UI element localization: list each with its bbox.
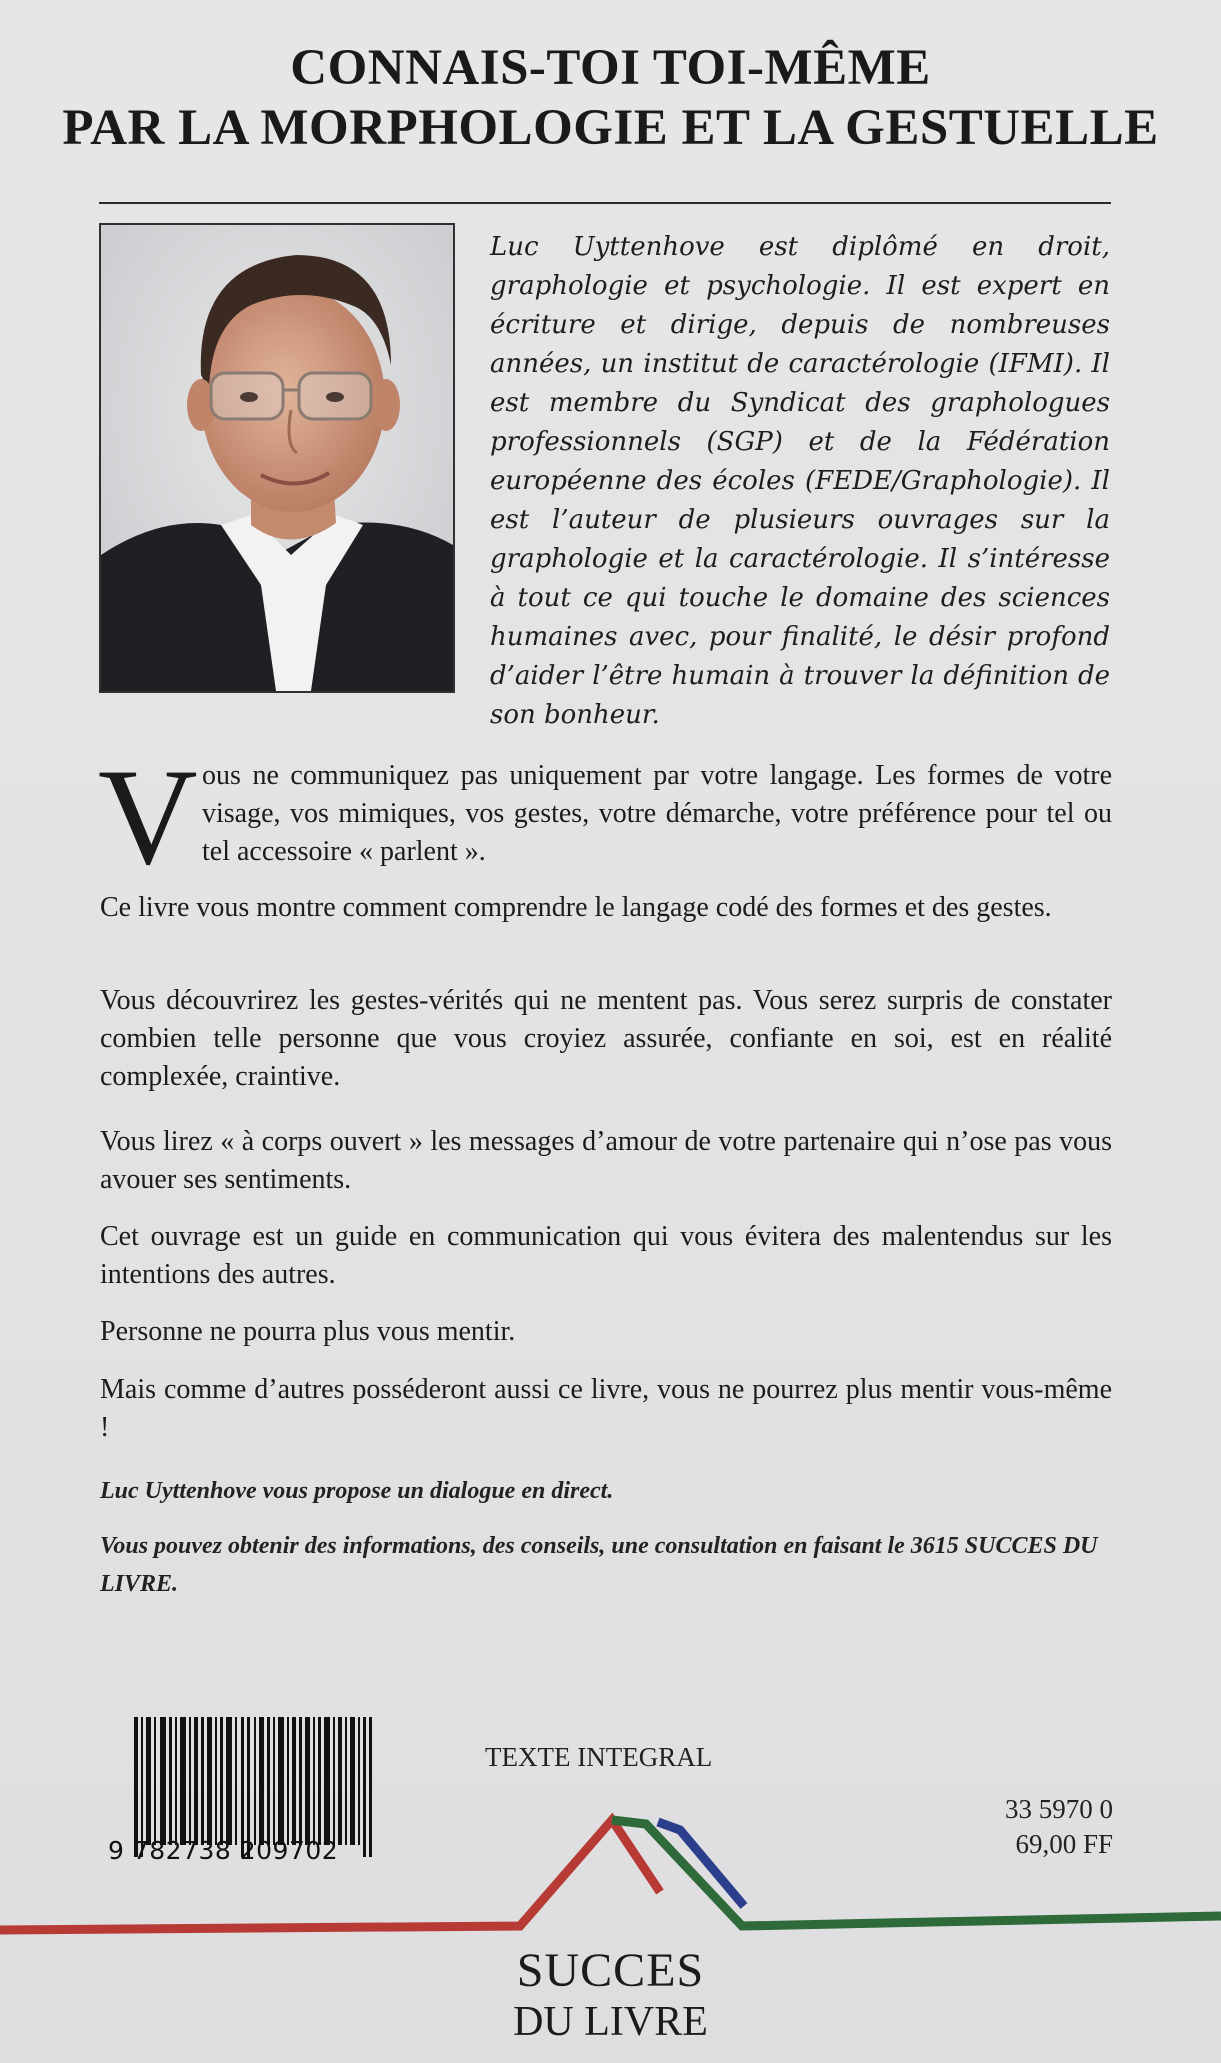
author-photo xyxy=(99,223,455,693)
texte-integral-label: TEXTE INTEGRAL xyxy=(485,1742,713,1772)
publisher-name-line-1: SUCCES xyxy=(516,1944,705,1997)
isbn-number: 9 782738 209702 xyxy=(108,1836,339,1865)
paragraph-5: Personne ne pourra plus vous mentir. xyxy=(100,1316,516,1347)
publisher-name-line-2: DU LIVRE xyxy=(513,1999,708,2045)
title-divider xyxy=(99,202,1111,204)
author-dialogue-note: Luc Uyttenhove vous propose un dialogue en direct. xyxy=(100,1478,614,1504)
paragraph-6: Mais comme d’autres posséderont aussi ce livre, vous ne pourrez plus mentir vous-même ! xyxy=(100,1374,1112,1443)
author-biography: Luc Uyttenhove est diplômé en droit, graphologie et psychologie. Il est expert en écriture et dirige, depuis de nombreuses années, un institut de caractérologie (IFMI). Il est membre du Syndicat des graphologues professionnels (SGP) et de la Fédération européenne des écoles (FEDE/Graphologie). Il est l’auteur de plusieurs ouvrages sur la graphologie et la caractérologie. Il s’intéresse à tout ce qui touche le domaine des sciences humaines avec, pour finalité, le désir profond d’aider l’être humain à trouver la définition de son bonheur. xyxy=(490,232,1110,730)
paragraph-4: Cet ouvrage est un guide en communication qui vous évitera des malentendus sur les intentions des autres. xyxy=(100,1221,1112,1290)
price: 69,00 FF xyxy=(1015,1829,1113,1859)
contact-note: Vous pouvez obtenir des informations, des conseils, une consultation en faisant le 3615 SUCCES DU LIVRE. xyxy=(100,1533,1098,1597)
paragraph-3: Vous lirez « à corps ouvert » les messages d’amour de votre partenaire qui n’ose pas vous avouer ses sentiments. xyxy=(100,1126,1112,1195)
paragraph-2: Vous découvrirez les gestes-vérités qui ne mentent pas. Vous serez surpris de constater combien telle personne que vous croyiez assurée, confiante en soi, est en réalité complexée, craintive. xyxy=(100,985,1112,1092)
drop-cap: V xyxy=(98,740,198,893)
title-line-2: PAR LA MORPHOLOGIE ET LA GESTUELLE xyxy=(62,100,1159,156)
author-portrait-illustration xyxy=(101,225,453,691)
intro-paragraph: ous ne communiquez pas uniquement par votre langage. Les formes de votre visage, vos mimiques, vos gestes, votre démarche, votre préférence pour tel ou tel accessoire « parlent ». xyxy=(202,760,1112,867)
house-roof-logo xyxy=(0,1800,1221,1950)
paragraph-1: Ce livre vous montre comment comprendre le langage codé des formes et des gestes. xyxy=(100,892,1052,923)
title-line-1: CONNAIS-TOI TOI-MÊME xyxy=(290,40,931,96)
reference-number: 33 5970 0 xyxy=(1005,1794,1113,1824)
